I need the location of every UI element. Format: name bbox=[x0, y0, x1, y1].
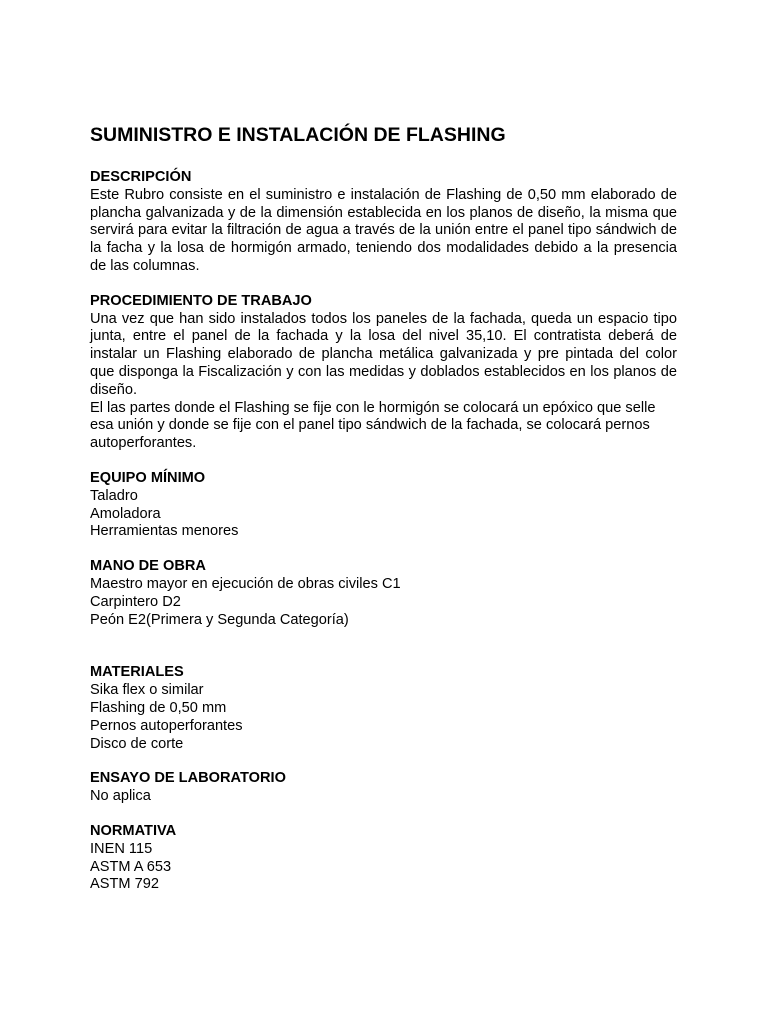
section-heading-descripcion: DESCRIPCIÓN bbox=[90, 169, 192, 185]
list-item: Maestro mayor en ejecución de obras civiles C1 bbox=[90, 575, 401, 592]
materiales-list bbox=[90, 682, 677, 753]
list-item: Amoladora bbox=[90, 505, 161, 522]
normativa-list bbox=[90, 841, 677, 894]
section-heading-equipo: EQUIPO MÍNIMO bbox=[90, 469, 206, 486]
section-heading-mano-obra: MANO DE OBRA bbox=[90, 558, 206, 575]
list-item: No aplica bbox=[90, 788, 151, 805]
section-descripcion bbox=[90, 169, 677, 276]
list-item: Sika flex o similar bbox=[90, 682, 204, 699]
section-heading-ensayo: ENSAYO DE LABORATORIO bbox=[90, 770, 286, 787]
equipo-list bbox=[90, 488, 677, 541]
section-heading-procedimiento: PROCEDIMIENTO DE TRABAJO bbox=[90, 292, 312, 309]
list-item: Disco de corte bbox=[90, 735, 184, 752]
list-item: INEN 115 bbox=[90, 840, 153, 857]
mano-obra-list bbox=[90, 576, 677, 629]
procedimiento-paragraph-1: Una vez que han sido instalados todos los paneles de la fachada, queda un espacio tipo junta, entre el panel de la fachada y la losa del nivel 35,10. El contratista deberá de instalar un Flashing elaborado de plancha metálica galvanizada y pre pintada del color que disponga la Fiscalización y con las medidas y doblados establecidos en los planos de diseño. bbox=[90, 310, 677, 398]
procedimiento-paragraph-2: El las partes donde el Flashing se fije con le hormigón se colocará un epóxico que selle esa unión y donde se fije con el panel tipo sándwich de la fachada, se colocará pernos autoperforantes. bbox=[90, 399, 656, 452]
list-item: ASTM 792 bbox=[90, 876, 159, 893]
section-equipo bbox=[90, 470, 677, 541]
section-ensayo bbox=[90, 770, 677, 806]
list-item: ASTM A 653 bbox=[90, 858, 172, 875]
list-item: Herramientas menores bbox=[90, 523, 239, 540]
list-item: Pernos autoperforantes bbox=[90, 717, 243, 734]
list-item: Flashing de 0,50 mm bbox=[90, 699, 227, 716]
section-heading-normativa: NORMATIVA bbox=[90, 822, 177, 839]
document-title: SUMINISTRO E INSTALACIÓN DE FLASHING bbox=[90, 124, 506, 146]
list-item: Carpintero D2 bbox=[90, 593, 181, 610]
section-mano-obra bbox=[90, 558, 677, 629]
list-item: Peón E2(Primera y Segunda Categoría) bbox=[90, 611, 349, 628]
descripcion-paragraph: Este Rubro consiste en el suministro e instalación de Flashing de 0,50 mm elaborado de plancha galvanizada y de la dimensión establecida en los planos de diseño, la misma que servirá para evitar la filtración de agua a través de la unión entre el panel tipo sándwich de la facha y la losa de hormigón armado, teniendo dos modalidades debido a la presencia de las columnas. bbox=[90, 186, 677, 274]
document-page bbox=[90, 122, 677, 911]
section-heading-materiales: MATERIALES bbox=[90, 664, 184, 681]
ensayo-list bbox=[90, 788, 677, 806]
section-normativa bbox=[90, 823, 677, 894]
section-materiales bbox=[90, 664, 677, 753]
list-item: Taladro bbox=[90, 487, 138, 504]
section-procedimiento bbox=[90, 293, 677, 453]
